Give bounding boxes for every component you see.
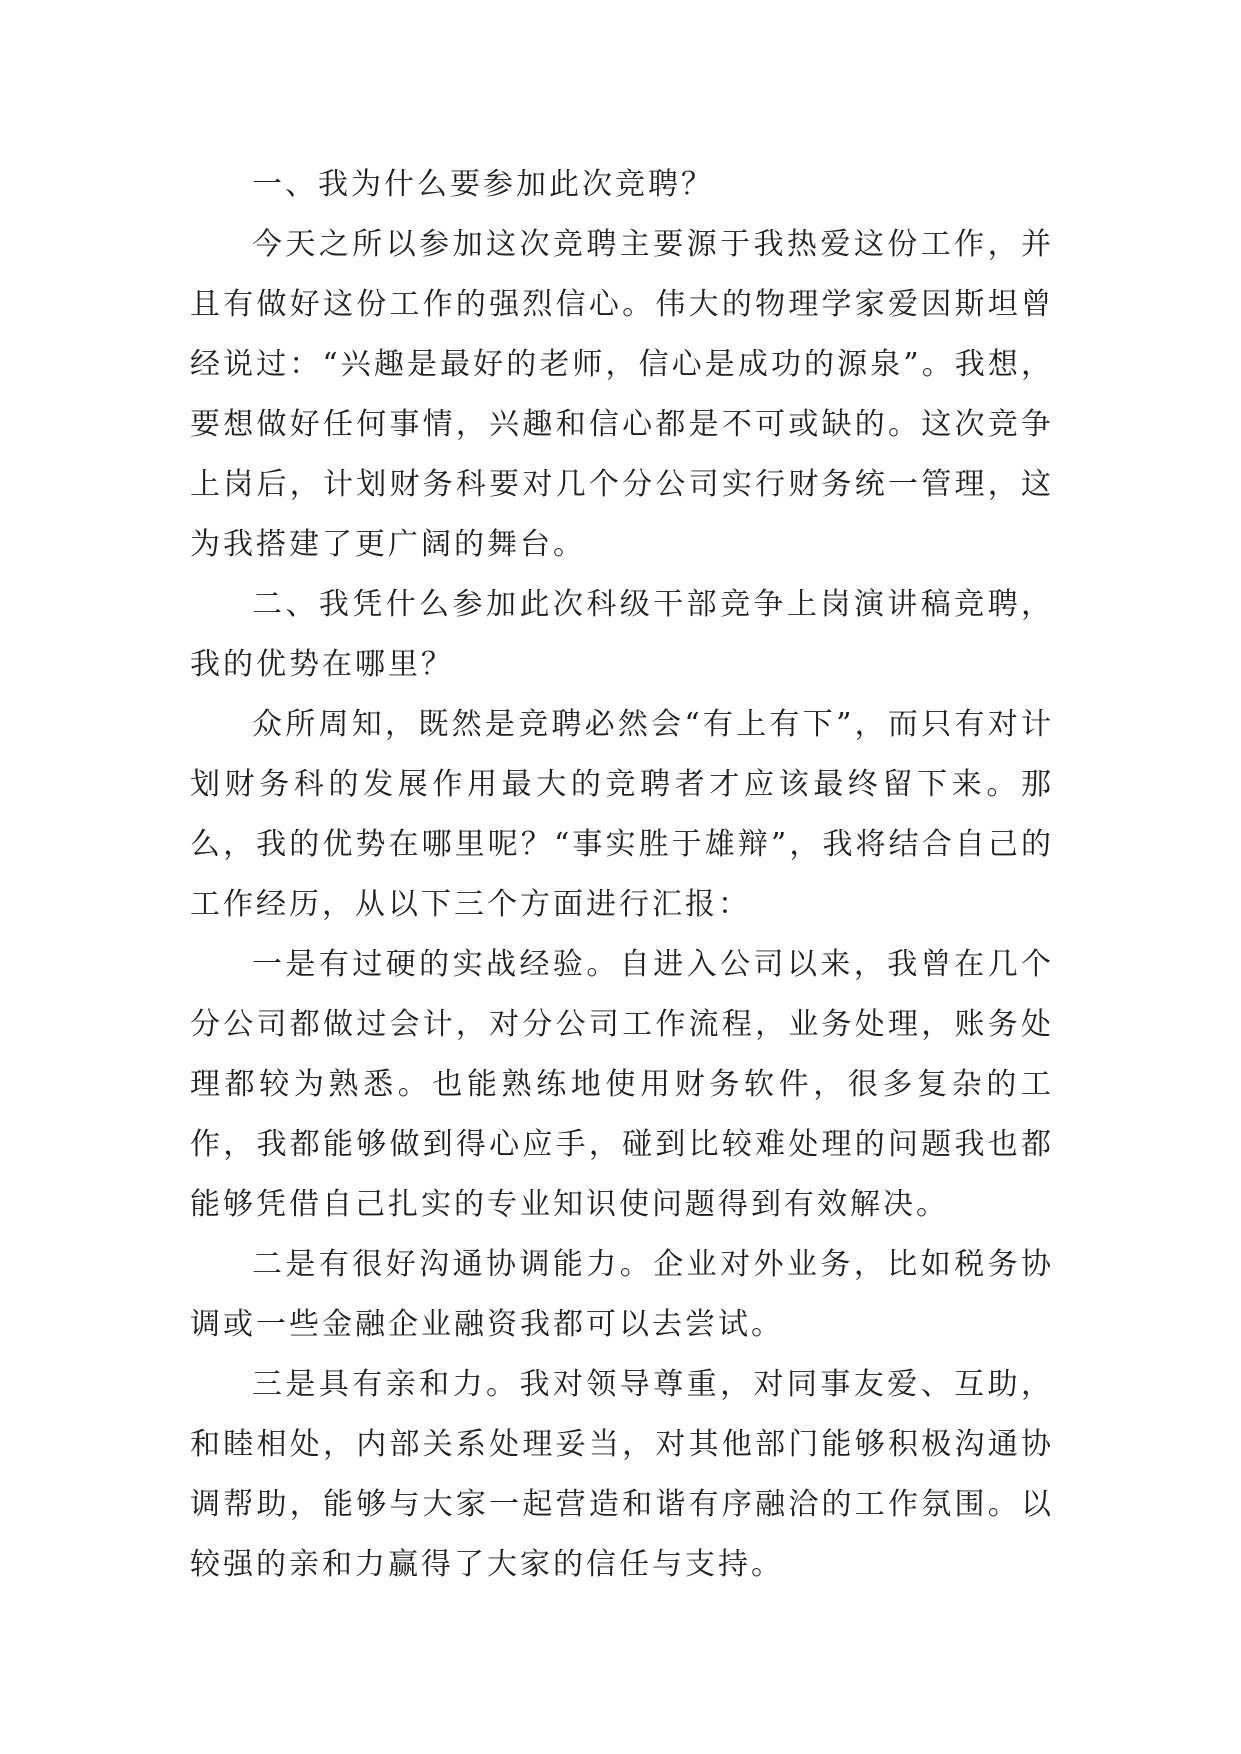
paragraph-1: 今天之所以参加这次竞聘主要源于我热爱这份工作，并且有做好这份工作的强烈信心。伟大的物理学家爱因斯坦曾经说过：“兴趣是最好的老师，信心是成功的源泉”。我想，要想做好任何事情，兴趣和信心都是不可或缺的。这次竞争上岗后，计划财务科要对几个分公司实行财务统一管理，这为我搭建了更广阔的舞台。 <box>190 227 1054 562</box>
paragraph-2: 众所周知，既然是竞聘必然会“有上有下”，而只有对计划财务科的发展作用最大的竞聘者才应该最终留下来。那么，我的优势在哪里呢？“事实胜于雄辩”，我将结合自己的工作经历，从以下三个方面进行汇报： <box>190 707 1054 922</box>
paragraph-4: 二是有很好沟通协调能力。企业对外业务，比如税务协调或一些金融企业融资我都可以去尝试。 <box>190 1247 1054 1342</box>
paragraph-5: 三是具有亲和力。我对领导尊重，对同事友爱、互助，和睦相处，内部关系处理妥当，对其他部门能够积极沟通协调帮助，能够与大家一起营造和谐有序融洽的工作氛围。以较强的亲和力赢得了大家的信任与支持。 <box>190 1367 1054 1582</box>
paragraph-3: 一是有过硬的实战经验。自进入公司以来，我曾在几个分公司都做过会计，对分公司工作流程，业务处理，账务处理都较为熟悉。也能熟练地使用财务软件，很多复杂的工作，我都能够做到得心应手，碰到比较难处理的问题我也都能够凭借自己扎实的专业知识使问题得到有效解决。 <box>190 947 1054 1222</box>
heading-1: 一、我为什么要参加此次竞聘？ <box>252 167 714 202</box>
heading-2: 二、我凭什么参加此次科级干部竞争上岗演讲稿竞聘，我的优势在哪里？ <box>190 587 1054 682</box>
document-body <box>190 155 1054 1595</box>
